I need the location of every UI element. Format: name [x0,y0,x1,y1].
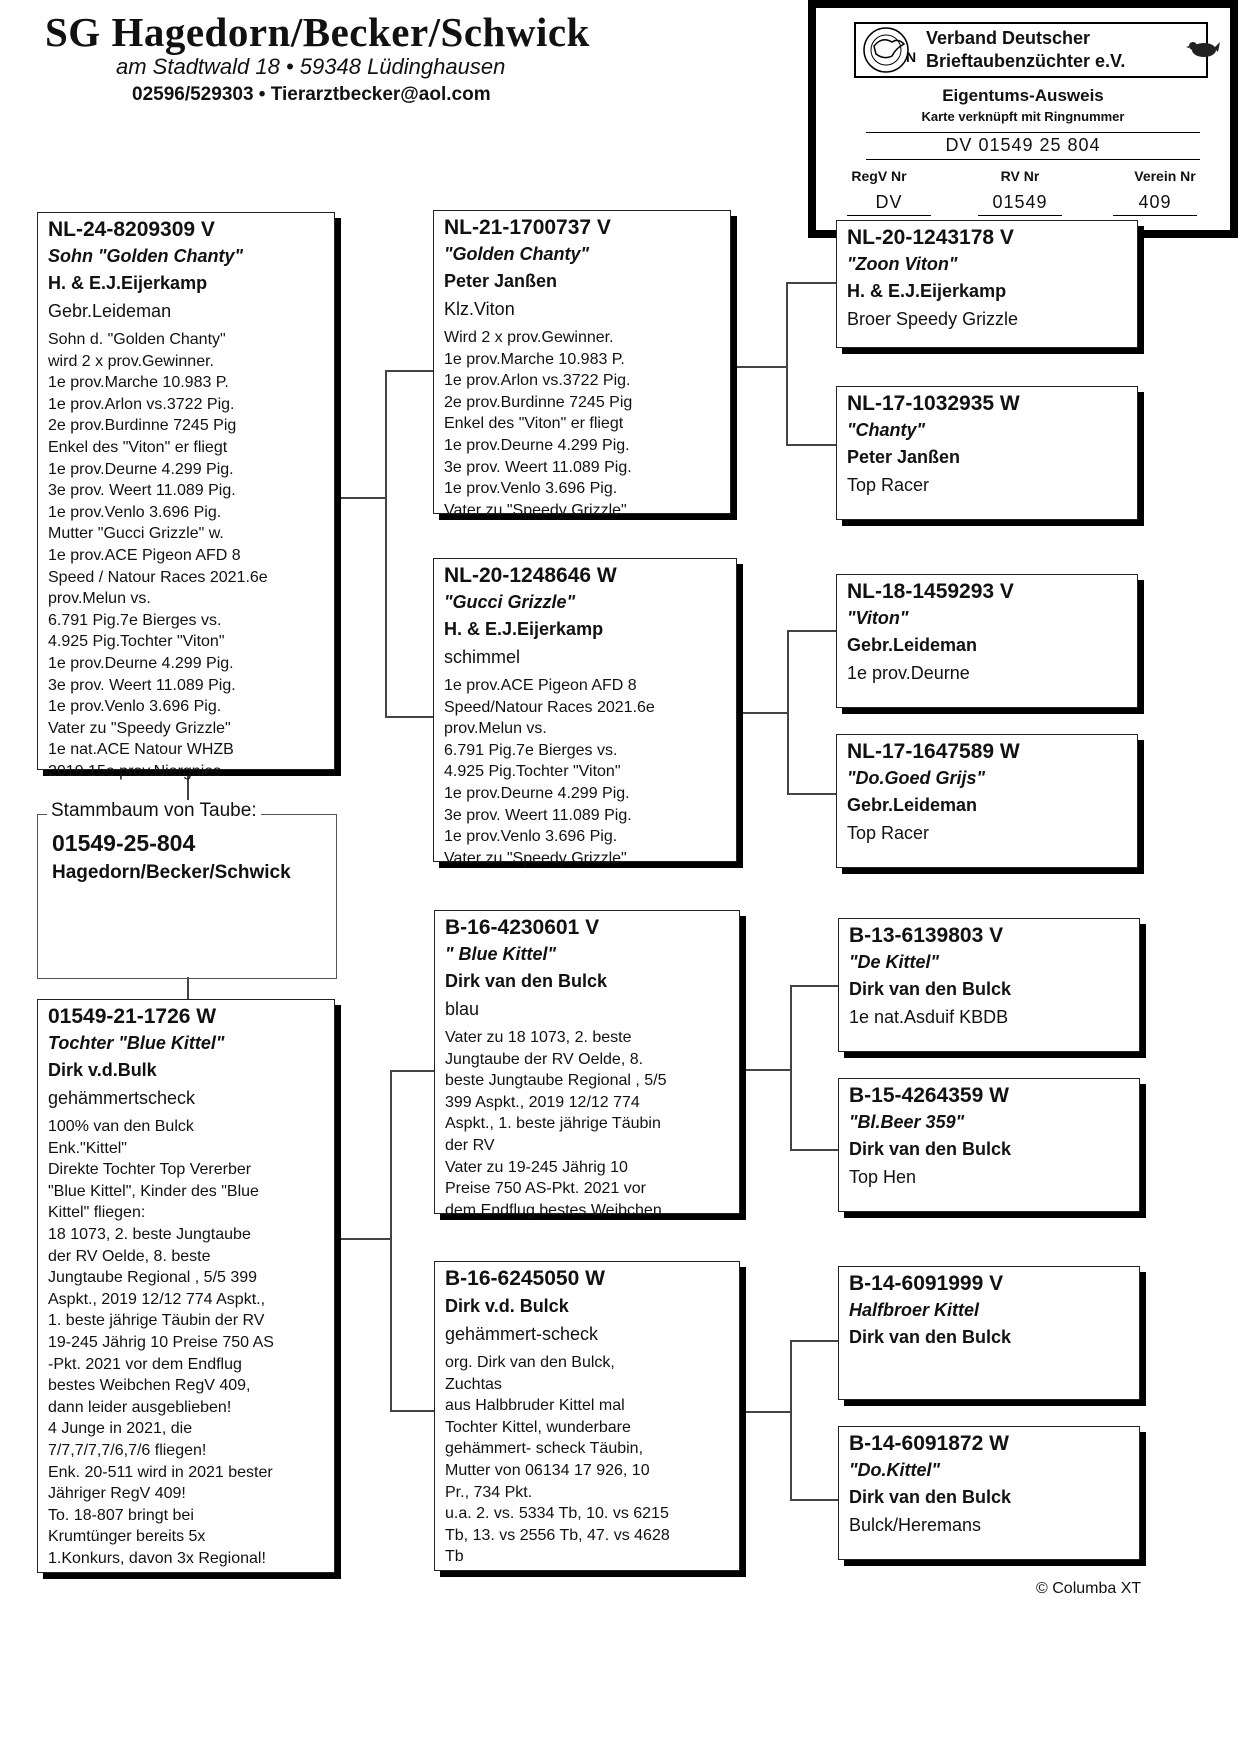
pigeon-color: schimmel [444,647,521,667]
ring-number: 01549-21-1726 W [48,1005,217,1028]
breeder-name: Peter Janßen [847,447,961,467]
note-line: 6.791 Pig.7e Bierges vs. [444,741,618,759]
ownership-card-inner [816,8,1230,230]
note-line: 6.791 Pig.7e Bierges vs. [48,611,222,629]
breeder-name: Dirk v.d.Bulk [48,1060,157,1080]
note-line: 1e prov.Venlo 3.696 Pig. [444,480,618,498]
subject-owner: Hagedorn/Becker/Schwick [52,862,291,883]
ring-number: B-15-4264359 W [849,1084,1009,1107]
pigeon-card-sire-dam[interactable] [433,558,737,867]
connector-line [390,1410,434,1412]
pigeon-card-dam-dam-dam[interactable] [838,1426,1140,1560]
connector-line [787,630,836,632]
breeder-name: H. & E.J.Eijerkamp [444,619,604,639]
note-line: Krumtünger bereits 5x [48,1528,206,1546]
note-line: Vater zu "Speedy Grizzle" [444,501,627,519]
note-line: 100% van den Bulck [48,1118,194,1135]
pigeon-card-sire[interactable] [37,212,335,780]
note-line: Wird 2 x prov.Gewinner. [444,329,614,346]
breeder-name: Peter Janßen [444,271,558,291]
pigeon-color: 1e nat.Asduif KBDB [849,1007,1009,1027]
card-title: Eigentums-Ausweis [942,86,1104,105]
pigeon-color: blau [445,999,480,1019]
pigeon-card-dam-sire-dam[interactable] [838,1078,1140,1212]
pigeon-name: "Viton" [847,608,909,628]
note-line: 19-245 Jährig 10 Preise 750 AS [48,1333,274,1351]
pigeon-name: "Golden Chanty" [444,244,590,264]
connector-line [786,444,836,446]
note-line: org. Dirk van den Bulck, [445,1354,615,1371]
note-line: Vater zu 19-245 Jährig 10 [445,1158,628,1176]
connector-line [740,1411,790,1413]
connector-line [385,716,433,718]
note-line: 1e nat.ACE Natour WHZB [48,741,234,759]
note-line: der RV Oelde, 8. beste [48,1247,211,1265]
note-line: 1e prov.Deurne 4.299 Pig. [444,784,630,802]
connector-line [187,977,189,999]
connector-line [737,712,787,714]
note-line: der RV [445,1136,495,1154]
pigeon-name: "Bl.Beer 359" [849,1112,965,1132]
note-line: 7/7,7/7,7/6,7/6 fliegen! [48,1441,207,1459]
pigeon-card-sire-sire-dam[interactable] [836,386,1138,520]
breeder-name: Dirk van den Bulck [849,1327,1012,1347]
pigeon-color: gehämmertscheck [48,1088,196,1108]
connector-line [790,1499,838,1501]
note-line: 4.925 Pig.Tochter "Viton" [444,763,621,781]
association-header [854,22,1208,78]
pigeon-card-dam-dam[interactable] [434,1261,740,1571]
card-divider [866,159,1200,160]
connector-line [786,282,836,284]
pigeon-name: " Blue Kittel" [445,944,557,964]
breeder-name: H. & E.J.Eijerkamp [48,273,208,293]
connector-line [790,1340,838,1342]
note-line: Preise 750 AS-Pkt. 2021 vor [445,1180,646,1198]
note-line: u.a. 2. vs. 5334 Tb, 10. vs 6215 [445,1505,669,1523]
note-line: 1e prov.Deurne 4.299 Pig. [444,436,630,454]
breeder-name-title: SG Hagedorn/Becker/Schwick [45,9,590,55]
breeder-address: am Stadtwald 18 • 59348 Lüdinghausen [116,54,506,79]
card-divider [866,132,1200,133]
pigeon-color: Gebr.Leideman [48,301,172,321]
regv-label: RegV Nr [851,168,907,184]
pigeon-color: Broer Speedy Grizzle [847,309,1019,329]
connector-line [740,1069,790,1071]
pigeon-color: Top Hen [849,1167,917,1187]
note-line: 1e prov.ACE Pigeon AFD 8 [48,546,241,564]
note-line: Mutter von 06134 17 926, 10 [445,1461,650,1479]
svg-text:N: N [906,49,917,65]
connector-line [731,366,786,368]
breeder-name: Dirk van den Bulck [849,979,1012,999]
note-line: Zuchtas [445,1375,502,1393]
note-line: 399 Aspkt., 2019 12/12 774 [445,1093,640,1111]
note-line: 18 1073, 2. beste Jungtaube [48,1225,251,1243]
note-line: 1e prov.Marche 10.983 P. [444,350,625,368]
note-line: Vater zu "Speedy Grizzle" [48,719,231,737]
note-line: Aspkt., 1. beste jährige Täubin [445,1115,661,1133]
note-line: Tb [445,1548,464,1566]
note-line: 4 Junge in 2021, die [48,1420,193,1438]
subject-caption: Stammbaum von Taube: [47,800,261,822]
note-line: dann leider ausgeblieben! [48,1398,232,1416]
note-line: 1e prov.Marche 10.983 P. [48,374,229,392]
pigeon-card-dam-sire-sire[interactable] [838,918,1140,1052]
pigeon-name: Sohn "Golden Chanty" [48,246,244,266]
breeder-name: Gebr.Leideman [847,795,978,815]
pigeon-name: "Do.Goed Grijs" [847,768,986,788]
ownership-card [808,0,1238,238]
note-line: Mutter "Gucci Grizzle" w. [48,525,224,543]
verein-label: Verein Nr [1134,168,1196,184]
note-line: "Blue Kittel", Kinder des "Blue [48,1182,259,1200]
note-line: Aspkt., 2019 12/12 774 Aspkt., [48,1290,266,1308]
note-line: Enk."Kittel" [48,1139,127,1157]
pigeon-notes [48,1116,324,1569]
breeder-contact: 02596/529303 • Tierarztbecker@aol.com [132,84,491,105]
subject-ring-number: 01549-25-804 [52,830,196,856]
pigeon-name: Halfbroer Kittel [849,1300,980,1320]
note-line: prov.Melun vs. [444,720,547,738]
pigeon-card-sire-sire[interactable] [433,210,731,519]
note-line: Enk. 20-511 wird in 2021 bester [48,1463,273,1481]
note-line: 1. beste jährige Täubin der RV [48,1312,265,1330]
ring-number: NL-21-1700737 V [444,216,611,239]
note-line: Jungtaube Regional , 5/5 399 [48,1269,258,1287]
pigeon-color: Klz.Viton [444,299,515,319]
regv-value: DV [847,192,931,216]
ring-number: B-14-6091999 V [849,1272,1004,1295]
note-line: 2e prov.Burdinne 7245 Pig [48,417,237,435]
pigeon-color: 1e prov.Deurne [847,663,970,683]
note-line: aus Halbbruder Kittel mal [445,1397,625,1415]
pigeon-card-dam-sire[interactable] [434,910,740,1219]
rv-value: 01549 [978,192,1062,216]
connector-line [786,282,788,445]
pigeon-card-sire-sire-sire[interactable] [836,220,1138,348]
note-line: 3e prov. Weert 11.089 Pig. [444,458,632,476]
ring-number: B-16-4230601 V [445,916,600,939]
breeder-name: Dirk van den Bulck [849,1487,1012,1507]
breeder-name: Dirk v.d. Bulck [445,1296,569,1316]
ring-number: NL-17-1032935 W [847,392,1020,415]
vdb-seal-icon [862,26,918,74]
ring-number: B-16-6245050 W [445,1267,605,1290]
ring-number: NL-20-1243178 V [847,226,1014,249]
note-line: beste Jungtaube Regional , 5/5 [445,1072,667,1090]
pigeon-notes [445,1027,729,1221]
note-line: -Pkt. 2021 vor dem Endflug [48,1355,242,1373]
note-line: Jähriger RegV 409! [48,1485,186,1503]
note-line: Vater zu 18 1073, 2. beste [445,1029,632,1046]
ring-number: NL-18-1459293 V [847,580,1014,603]
breeder-name: Gebr.Leideman [847,635,978,655]
note-line: 4.925 Pig.Tochter "Viton" [48,633,225,651]
breeder-name: Dirk van den Bulck [445,971,608,991]
connector-line [335,1238,390,1240]
note-line: 3e prov. Weert 11.089 Pig. [48,482,236,500]
note-line: Enkel des "Viton" er fliegt [48,438,228,456]
pigeon-name: "Gucci Grizzle" [444,592,576,612]
pigeon-card-sire-dam-sire[interactable] [836,574,1138,708]
note-line: Direkte Tochter Top Vererber [48,1161,252,1179]
note-line: Tb, 13. vs 2556 Tb, 47. vs 4628 [445,1526,670,1544]
note-line: 2e prov.Burdinne 7245 Pig [444,393,633,411]
note-line: gehämmert- scheck Täubin, [445,1440,644,1458]
pigeon-name: "Zoon Viton" [847,254,958,274]
note-line: Jungtaube der RV Oelde, 8. [445,1050,644,1068]
pigeon-color: Bulck/Heremans [849,1515,982,1535]
pigeon-name: "Do.Kittel" [849,1460,941,1480]
note-line: bestes Weibchen RegV 409, [48,1377,251,1395]
note-line: 3e prov. Weert 11.089 Pig. [48,676,236,694]
connector-line [790,985,792,1150]
note-line: To. 18-807 bringt bei [48,1506,194,1524]
association-name-line2: Brieftaubenzüchter e.V. [926,51,1126,71]
connector-line [787,793,836,795]
ring-number: NL-20-1248646 W [444,564,617,587]
ring-number: B-13-6139803 V [849,924,1004,947]
note-line: 1.Konkurs, davon 3x Regional! [48,1549,266,1567]
breeder-name: Dirk van den Bulck [849,1139,1012,1159]
breeder-name: H. & E.J.Eijerkamp [847,281,1007,301]
card-ring-number: DV 01549 25 804 [945,135,1101,155]
pigeon-card-dam-dam-sire[interactable] [838,1266,1140,1400]
pigeon-icon [1186,38,1220,60]
note-line: 1e prov.ACE Pigeon AFD 8 [444,677,637,694]
note-line: Sohn d. "Golden Chanty" [48,331,226,348]
note-line: 1e prov.Arlon vs.3722 Pig. [48,395,235,413]
note-line: Speed/Natour Races 2021.6e [444,698,655,716]
connector-line [790,985,838,987]
connector-line [335,497,385,499]
connector-line [390,1070,434,1072]
pigeon-notes [444,327,720,521]
note-line: dem Endflug bestes Weibchen [445,1201,662,1219]
connector-line [790,1340,792,1500]
note-line: 1e prov.Venlo 3.696 Pig. [48,503,222,521]
pigeon-name: "Chanty" [847,420,926,440]
pigeon-notes [445,1352,729,1568]
note-line: wird 2 x prov.Gewinner. [48,352,214,370]
note-line: 1e prov.Venlo 3.696 Pig. [444,828,618,846]
note-line: Enkel des "Viton" er fliegt [444,415,624,433]
pigeon-color: gehämmert-scheck [445,1324,599,1344]
note-line: 1e prov.Deurne 4.299 Pig. [48,654,234,672]
pigeon-notes [48,329,324,782]
pigeon-card-dam[interactable] [37,999,335,1573]
note-line: Tochter Kittel, wunderbare [445,1418,631,1436]
pigeon-name: "De Kittel" [849,952,940,972]
connector-line [385,370,387,717]
pigeon-card-sire-dam-dam[interactable] [836,734,1138,868]
note-line: 1e prov.Venlo 3.696 Pig. [48,698,222,716]
note-line: Speed / Natour Races 2021.6e [48,568,268,586]
software-credit: © Columba XT [1036,1580,1142,1597]
note-line: Vater zu "Speedy Grizzle" [444,849,627,867]
connector-line [790,1149,838,1151]
note-line: 3e prov. Weert 11.089 Pig. [444,806,632,824]
pigeon-color: Top Racer [847,823,930,843]
note-line: 1e prov.Deurne 4.299 Pig. [48,460,234,478]
note-line: Pr., 734 Pkt. [445,1483,533,1501]
pigeon-notes [444,675,726,869]
connector-line [385,370,433,372]
note-line: prov.Melun vs. [48,590,151,608]
ring-number: B-14-6091872 W [849,1432,1009,1455]
verein-value: 409 [1113,192,1197,216]
pigeon-color: Top Racer [847,475,930,495]
ring-number: NL-17-1647589 W [847,740,1020,763]
rv-label: RV Nr [1000,168,1040,184]
note-line: 1e prov.Arlon vs.3722 Pig. [444,372,631,390]
note-line: Kittel" fliegen: [48,1204,146,1222]
card-subtitle: Karte verknüpft mit Ringnummer [921,109,1125,124]
note-line: 2019 15e prov.Niergnies [48,762,222,780]
connector-line [787,630,789,794]
pigeon-name: Tochter "Blue Kittel" [48,1033,225,1053]
connector-line [390,1070,392,1411]
ring-number: NL-24-8209309 V [48,218,215,241]
association-name-line1: Verband Deutscher [926,28,1091,48]
